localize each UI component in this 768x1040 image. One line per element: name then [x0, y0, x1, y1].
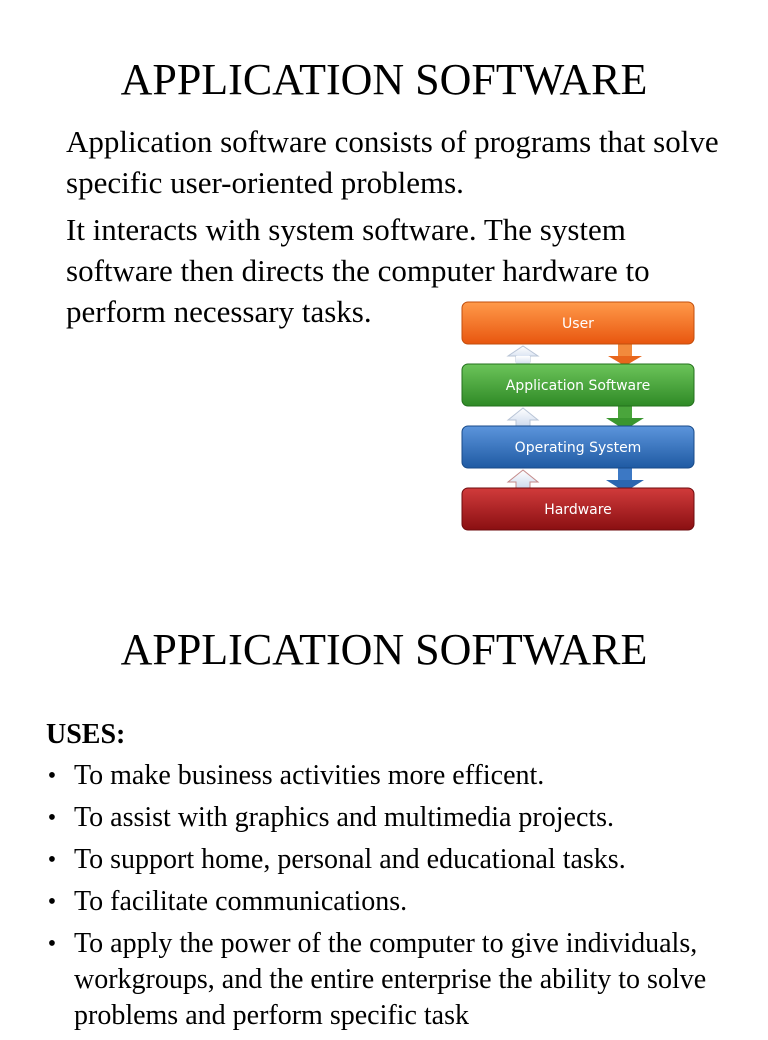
- list-item-text: To apply the power of the computer to give individuals, workgroups, and the entire enterprise the ability to solve problems and perform specific task: [74, 928, 707, 1031]
- list-item-text: To support home, personal and educational tasks.: [74, 844, 626, 875]
- list-item-text: To facilitate communications.: [74, 886, 408, 917]
- slide-2: [0, 570, 768, 1031]
- list-item: [42, 842, 732, 878]
- slide-title: APPLICATION SOFTWARE: [120, 55, 648, 104]
- layer-user-label: User: [562, 316, 594, 332]
- layer-hardware-label: Hardware: [544, 502, 612, 518]
- list-item: [42, 758, 732, 794]
- layer-application-software: [462, 364, 694, 406]
- up-arrow-1: [508, 346, 538, 366]
- bullet-icon: •: [47, 889, 57, 915]
- list-item: [42, 926, 732, 1034]
- bullet-icon: •: [47, 805, 57, 831]
- bullet-icon: •: [47, 847, 57, 873]
- layer-user: [462, 302, 694, 344]
- software-layers-diagram: [458, 300, 698, 536]
- slide-title: APPLICATION SOFTWARE: [120, 625, 648, 674]
- list-item-text: To make business activities more efficent.: [74, 760, 545, 791]
- up-arrow-2: [508, 408, 538, 428]
- definition-paragraph: Application software consists of programs that solve specific user-oriented problems.: [66, 124, 719, 200]
- uses-heading: USES:: [46, 719, 126, 750]
- layer-application-software-label: Application Software: [505, 378, 651, 394]
- list-item: [42, 800, 732, 836]
- list-item: [42, 884, 732, 920]
- up-arrow-3: [508, 470, 538, 490]
- layer-operating-system: [462, 426, 694, 468]
- bullet-icon: •: [47, 763, 57, 789]
- down-arrow-1: [608, 342, 642, 366]
- layer-hardware: [462, 488, 694, 530]
- layer-operating-system-label: Operating System: [514, 440, 642, 456]
- bullet-icon: •: [47, 931, 57, 957]
- list-item-text: To assist with graphics and multimedia projects.: [74, 802, 615, 833]
- interaction-paragraph: It interacts with system software. The system software then directs the computer hardware to perform necessary tasks.: [66, 212, 650, 329]
- uses-list: [42, 758, 732, 1040]
